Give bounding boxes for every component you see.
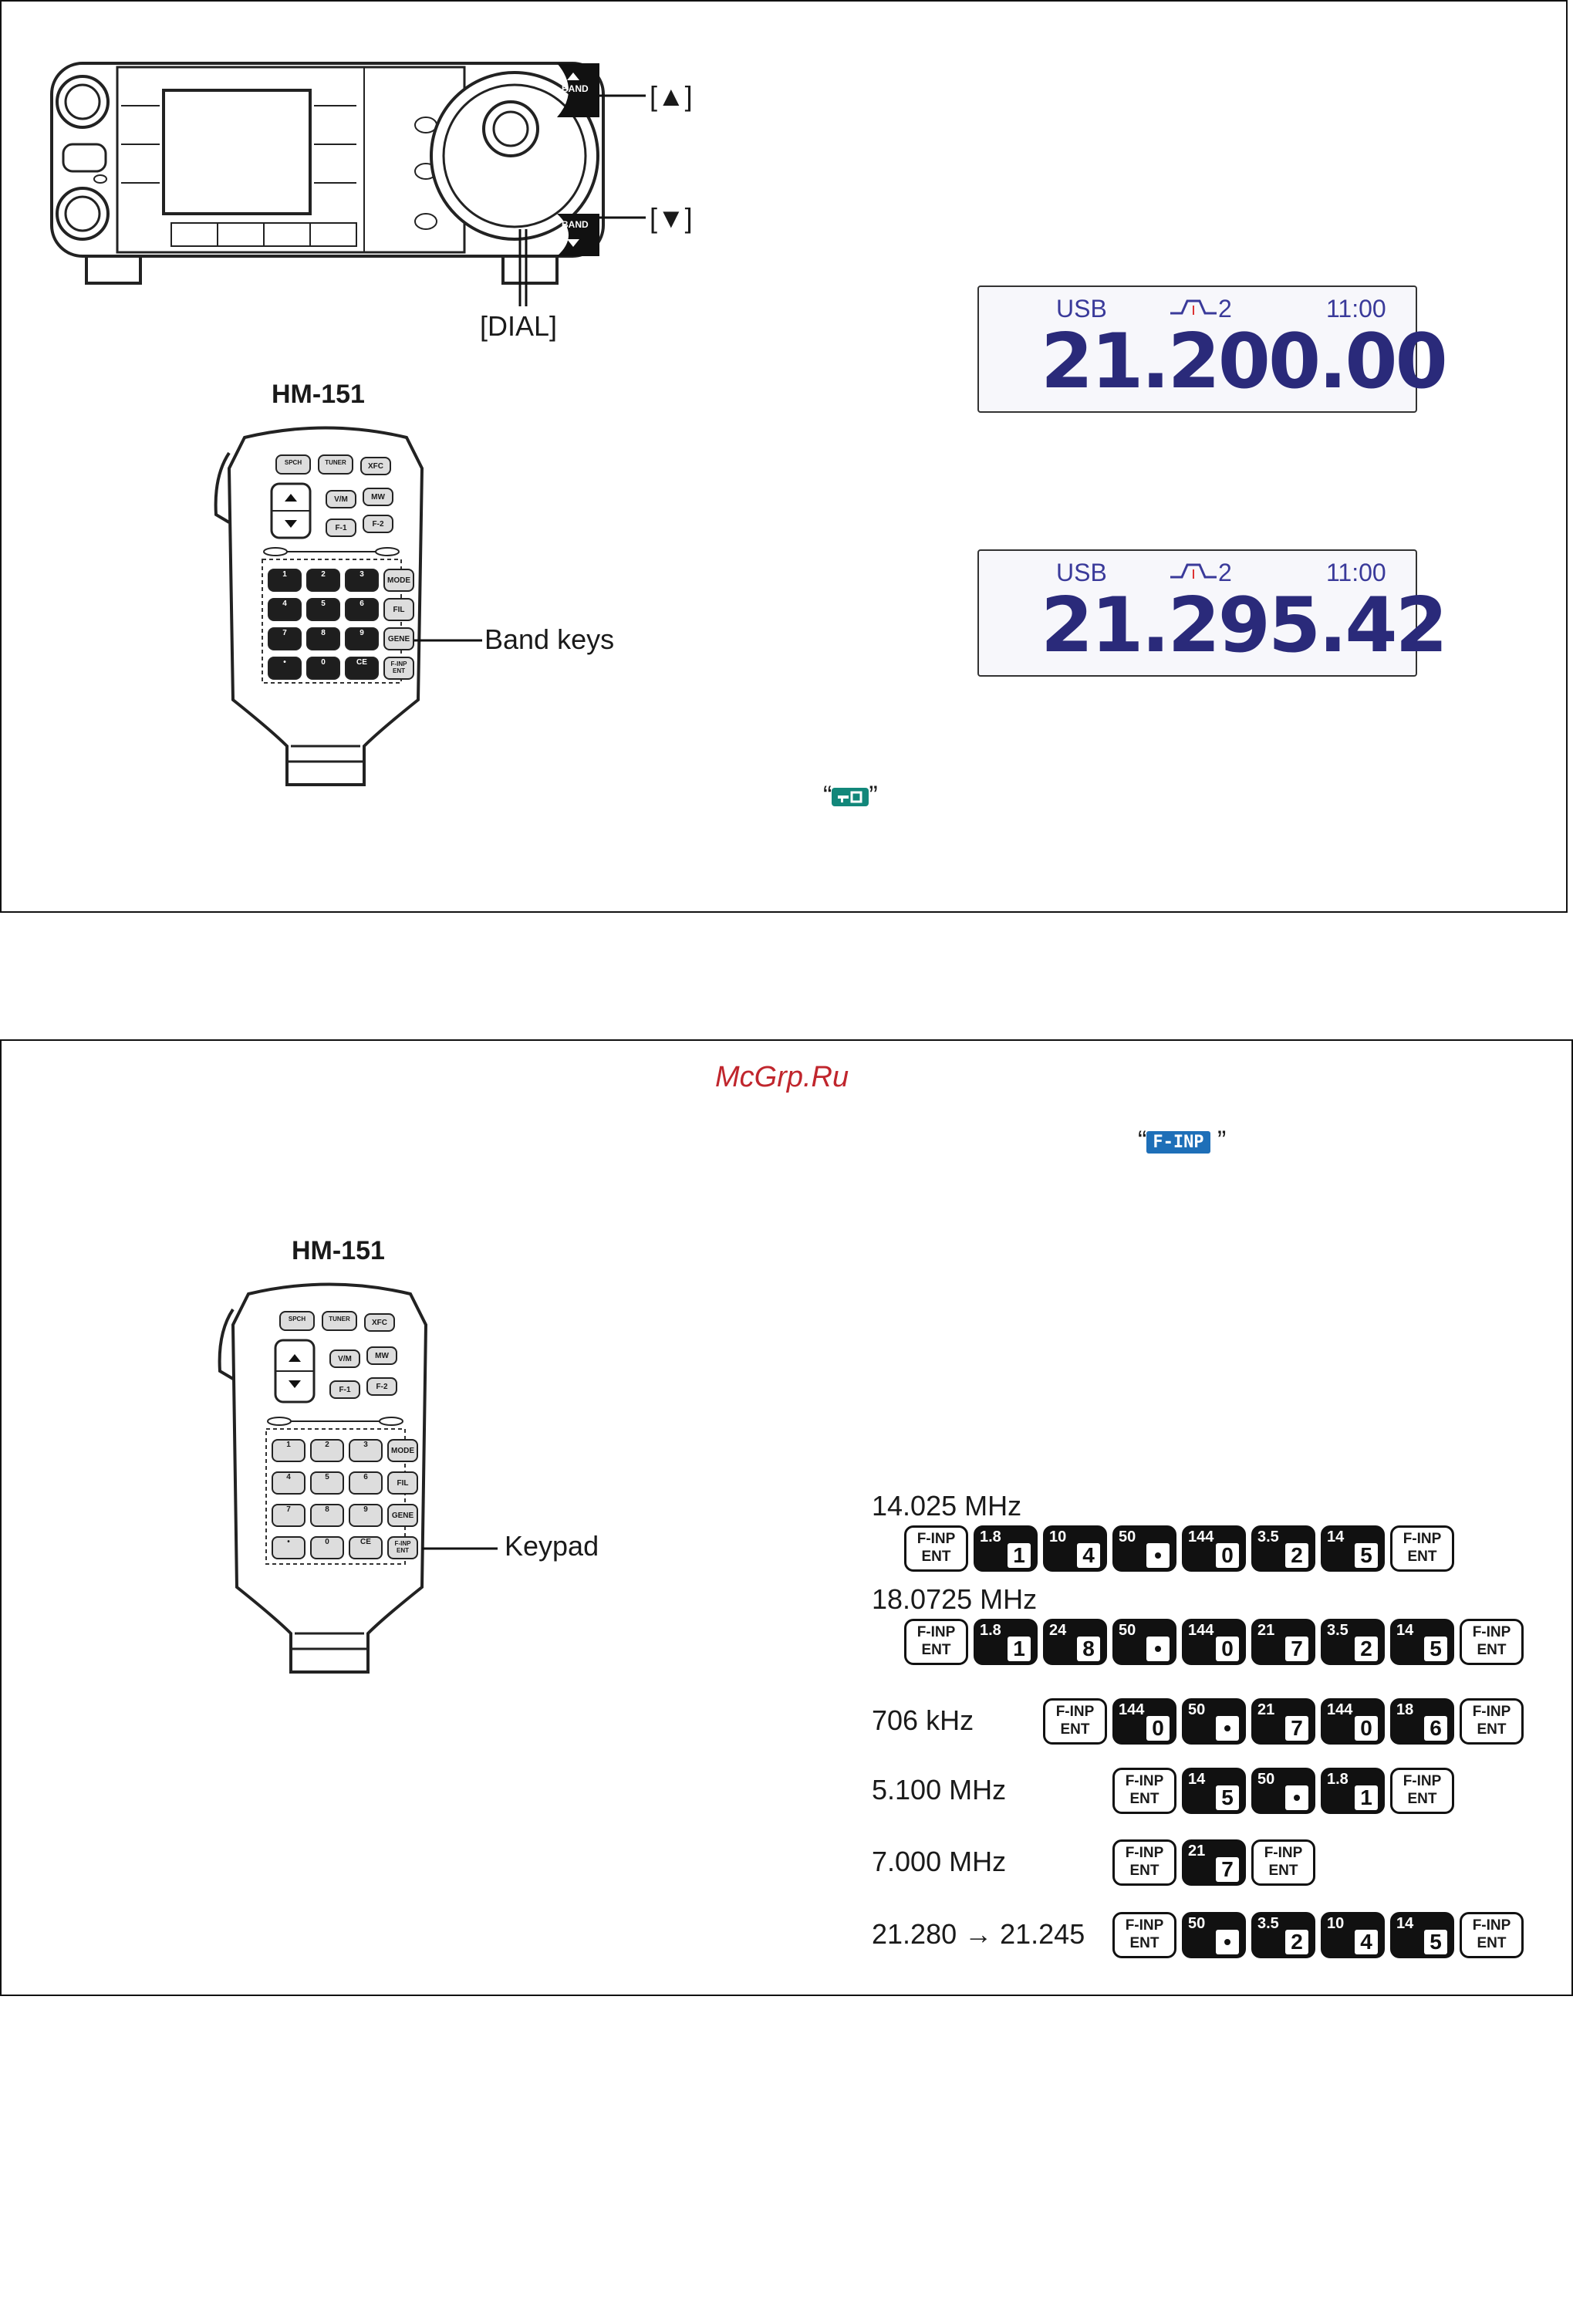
- keypad-leader: [422, 2316, 430, 2324]
- finp-indicator: [1138, 1126, 1226, 1156]
- filter-shape-icon: [1170, 562, 1217, 580]
- keypad-key-0: 144 0: [1112, 1698, 1176, 1745]
- keypad-key-5: 14 5: [1390, 1619, 1454, 1665]
- key-sequence-row: [1112, 1839, 1315, 1886]
- lcd2-clock: 11:00: [1326, 559, 1386, 586]
- keypad-key-7: 21 7: [1251, 1698, 1315, 1745]
- keypad-key-5: 14 5: [1390, 1912, 1454, 1958]
- panel-band-selection: [0, 0, 1568, 913]
- finp-ent-key: F-INP ENT: [1043, 1698, 1107, 1745]
- mic-key-gene: GENE: [387, 1504, 418, 1527]
- lcd-display-1: [977, 285, 1446, 413]
- mic-key-fil: FIL: [387, 1471, 418, 1495]
- keypad-key-dot: 50 •: [1112, 1619, 1176, 1665]
- keypad-key-dot: 50 •: [1112, 1525, 1176, 1572]
- mic-key-mode: MODE: [383, 569, 414, 592]
- keypad-key-dot: 50 •: [1182, 1912, 1246, 1958]
- finp-ent-key: F-INP ENT: [904, 1619, 968, 1665]
- mic-key-band-2: 2: [306, 569, 340, 592]
- finp-ent-key: F-INP ENT: [1251, 1839, 1315, 1886]
- keypad-key-1: 1.8 1: [1321, 1768, 1385, 1814]
- example-label: 5.100 MHz: [872, 1774, 1007, 1805]
- mic-keypad-2: 2: [310, 1439, 344, 1462]
- finp-ent-key: F-INP ENT: [1112, 1839, 1176, 1886]
- mic-key-fil: FIL: [383, 598, 414, 621]
- finp-ent-key: F-INP ENT: [1390, 1768, 1454, 1814]
- mic-key-band-0: 0: [306, 657, 340, 680]
- keypad-key-5: 14 5: [1182, 1768, 1246, 1814]
- mic-key-band-8: 8: [306, 627, 340, 650]
- mic-key-mode: MODE: [387, 1439, 418, 1462]
- keypad-key-0: 144 0: [1182, 1525, 1246, 1572]
- lcd2-filter-number: 2: [1218, 559, 1232, 586]
- example-label: 706 kHz: [872, 1704, 974, 1736]
- example-label: 18.0725 MHz: [872, 1583, 1038, 1615]
- mic-key-spch: SPCH: [279, 1311, 315, 1331]
- keypad-key-4: 10 4: [1043, 1525, 1107, 1572]
- finp-ent-key: F-INP ENT: [1112, 1768, 1176, 1814]
- finp-ent-key: F-INP ENT: [1112, 1912, 1176, 1958]
- keypad-key-6: 18 6: [1390, 1698, 1454, 1745]
- keypad-key-dot: 50 •: [1251, 1768, 1315, 1814]
- keypad-key-0: 144 0: [1321, 1698, 1385, 1745]
- quote-open: “: [1138, 1126, 1147, 1155]
- mic-key-band-ce: CE: [345, 657, 379, 680]
- keypad-key-0: 144 0: [1182, 1619, 1246, 1665]
- keypad-callout: Keypad: [505, 1530, 599, 1562]
- mic-key-band-3: 3: [345, 569, 379, 592]
- mic-key-mw: MW: [366, 1346, 397, 1365]
- mic-keypad-6: 6: [349, 1471, 383, 1495]
- keypad-key-5: 14 5: [1321, 1525, 1385, 1572]
- mic-keypad-7: 7: [272, 1504, 305, 1527]
- mic-keypad-1: 1: [272, 1439, 305, 1462]
- key-sequence-row: [1112, 1912, 1524, 1958]
- mic-key-band-7: 7: [268, 627, 302, 650]
- lock-indicator: [823, 781, 878, 811]
- mic-key-tuner: TUNER: [322, 1311, 357, 1331]
- mic-keypad-3: 3: [349, 1439, 383, 1462]
- finp-ent-key: F-INP ENT: [1460, 1619, 1524, 1665]
- key-sequence-row: [904, 1525, 1454, 1572]
- keypad-key-8: 24 8: [1043, 1619, 1107, 1665]
- lcd1-mode: USB: [1056, 295, 1107, 323]
- mic-keypad-5: 5: [310, 1471, 344, 1495]
- example-label: 14.025 MHz: [872, 1490, 1022, 1522]
- finp-ent-key: F-INP ENT: [904, 1525, 968, 1572]
- mic-key-f1: F-1: [326, 519, 356, 537]
- mic-key-spch: SPCH: [275, 454, 311, 475]
- finp-icon: F-INP: [1146, 1131, 1210, 1154]
- example-label: 21.280 → 21.245: [872, 1918, 1085, 1950]
- quote-open: “: [823, 781, 832, 810]
- keypad-key-1: 1.8 1: [974, 1525, 1038, 1572]
- lcd1-clock: 11:00: [1326, 295, 1386, 323]
- mic-key-f2: F-2: [363, 515, 393, 533]
- mic-illustration-band-keys: [210, 422, 441, 792]
- keypad-key-2: 3.5 2: [1321, 1619, 1385, 1665]
- band-down-callout: [▼]: [650, 202, 693, 234]
- keypad-leader-line: [422, 1542, 499, 1558]
- example-label: 7.000 MHz: [872, 1846, 1007, 1877]
- finp-ent-key: F-INP ENT: [1460, 1698, 1524, 1745]
- keypad-key-7: 21 7: [1182, 1839, 1246, 1886]
- mic-model-label-2: HM-151: [292, 1236, 385, 1265]
- quote-close: ”: [869, 781, 878, 810]
- mic-key-band-5: 5: [306, 598, 340, 621]
- mic-key-gene: GENE: [383, 627, 414, 650]
- filter-shape-icon: [1170, 298, 1217, 316]
- mic-keypad-dot: •: [272, 1536, 305, 1559]
- finp-ent-key: F-INP ENT: [1390, 1525, 1454, 1572]
- mic-key-xfc: XFC: [364, 1313, 395, 1332]
- lcd2-frequency: 21.295.42: [1041, 582, 1446, 670]
- mic-key-finp: F-INP ENT: [383, 657, 414, 680]
- dial-callout: [DIAL]: [480, 310, 558, 342]
- mic-key-f1: F-1: [329, 1380, 360, 1399]
- quote-close: ”: [1217, 1126, 1227, 1155]
- keypad-key-4: 10 4: [1321, 1912, 1385, 1958]
- lcd1-frequency: 21.200.00: [1041, 318, 1446, 406]
- lcd1-filter-number: 2: [1218, 295, 1232, 323]
- lcd2-mode: USB: [1056, 559, 1107, 586]
- mic-key-finp: F-INP ENT: [387, 1536, 418, 1559]
- lock-key-icon: [832, 786, 869, 808]
- mic-keypad-8: 8: [310, 1504, 344, 1527]
- mic-key-xfc: XFC: [360, 457, 391, 475]
- mic-key-vm: V/M: [326, 490, 356, 508]
- mic-key-band-9: 9: [345, 627, 379, 650]
- key-sequence-row: [1043, 1698, 1524, 1745]
- mic-key-tuner: TUNER: [318, 454, 353, 475]
- keypad-key-dot: 50 •: [1182, 1698, 1246, 1745]
- keypad-key-2: 3.5 2: [1251, 1525, 1315, 1572]
- watermark: McGrp.Ru: [715, 1061, 849, 1093]
- keypad-key-2: 3.5 2: [1251, 1912, 1315, 1958]
- key-sequence-row: [904, 1619, 1524, 1665]
- panel-frequency-entry: [0, 1039, 1573, 1996]
- mic-model-label: HM-151: [272, 380, 365, 409]
- keypad-key-1: 1.8 1: [974, 1619, 1038, 1665]
- mic-key-band-4: 4: [268, 598, 302, 621]
- mic-keypad-4: 4: [272, 1471, 305, 1495]
- mic-key-vm: V/M: [329, 1349, 360, 1368]
- mic-keypad-ce: CE: [349, 1536, 383, 1559]
- band-keys-leader: [414, 634, 484, 650]
- band-keys-callout: Band keys: [484, 623, 615, 655]
- mic-keypad-9: 9: [349, 1504, 383, 1527]
- lcd-display-2: [977, 549, 1446, 677]
- mic-illustration-keypad: [214, 1279, 445, 1680]
- callout-lines: [511, 79, 650, 310]
- mic-keypad-0: 0: [310, 1536, 344, 1559]
- mic-key-band-6: 6: [345, 598, 379, 621]
- mic-key-band-1: 1: [268, 569, 302, 592]
- mic-key-band-dot: •: [268, 657, 302, 680]
- band-up-key-label: BAND: [562, 83, 589, 94]
- finp-ent-key: F-INP ENT: [1460, 1912, 1524, 1958]
- keypad-key-7: 21 7: [1251, 1619, 1315, 1665]
- key-sequence-row: [1112, 1768, 1454, 1814]
- band-down-key-label: BAND: [562, 219, 589, 230]
- band-up-callout: [▲]: [650, 80, 693, 112]
- mic-key-f2: F-2: [366, 1377, 397, 1396]
- mic-key-mw: MW: [363, 488, 393, 506]
